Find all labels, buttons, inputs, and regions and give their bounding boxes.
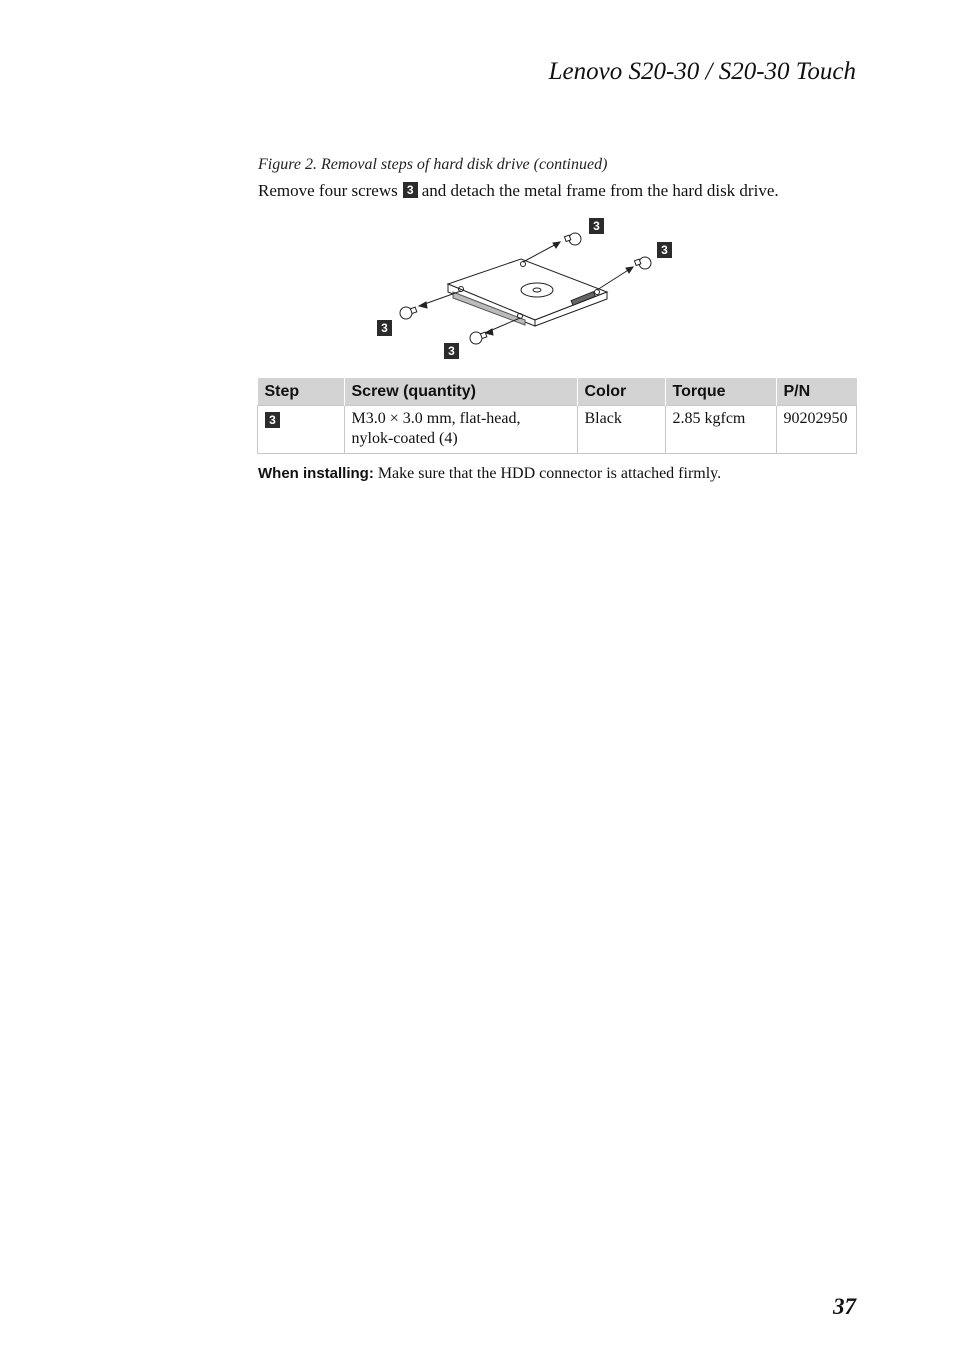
cell-step — [258, 406, 345, 454]
installation-note — [258, 465, 721, 483]
figure-caption: Figure 2. Removal steps of hard disk drive (continued) — [258, 156, 608, 173]
cell-torque: 2.85 kgfcm — [665, 406, 776, 454]
table-row — [258, 406, 857, 454]
screw-bottom — [470, 332, 487, 344]
screw-right — [634, 257, 651, 269]
column-header-pn: P/N — [776, 378, 857, 406]
cell-color: Black — [577, 406, 665, 454]
instruction-lead: Remove four screws — [258, 181, 398, 200]
note-text: Make sure that the HDD connector is attached firmly. — [377, 465, 722, 482]
step-badge: 3 — [265, 412, 280, 428]
column-header-torque: Torque — [665, 378, 776, 406]
screw-description-line1: M3.0 × 3.0 mm, flat-head, — [351, 410, 521, 427]
hard-disk-drive-drawing — [375, 212, 680, 364]
cell-pn: 90202950 — [776, 406, 857, 454]
instruction-tail: and detach the metal frame from the hard disk drive. — [421, 181, 779, 200]
instruction-text — [258, 181, 779, 201]
column-header-color: Color — [577, 378, 665, 406]
callout-badge-top: 3 — [589, 218, 604, 234]
callout-badge-bottom: 3 — [444, 343, 459, 359]
note-lead: When installing: — [258, 465, 374, 482]
table-header-row — [258, 378, 857, 406]
screw-spec-table — [257, 378, 857, 454]
screw-description-line2: nylok-coated (4) — [351, 430, 458, 447]
running-header-title: Lenovo S20-30 / S20-30 Touch — [548, 58, 856, 85]
callout-badge-right: 3 — [657, 242, 672, 258]
column-header-step: Step — [258, 378, 345, 406]
hdd-illustration — [375, 212, 680, 364]
cell-screw — [344, 406, 577, 454]
screw-top — [564, 233, 581, 245]
column-header-screw: Screw (quantity) — [344, 378, 577, 406]
drive-top-face — [448, 259, 607, 320]
page-number: 37 — [833, 1294, 856, 1319]
screw-left — [400, 307, 417, 319]
callout-badge-left: 3 — [377, 320, 392, 336]
step-badge: 3 — [403, 182, 418, 198]
